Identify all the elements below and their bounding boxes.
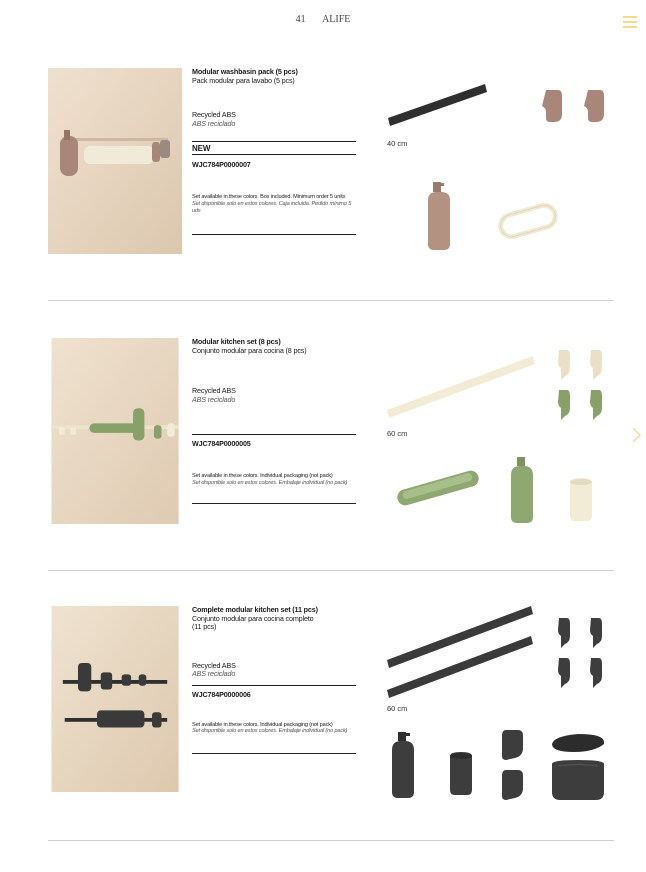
holder-image <box>500 728 530 804</box>
material-label-es: ABS reciclado <box>192 118 236 128</box>
rail-length: 60 cm <box>387 429 408 438</box>
rail-image <box>385 80 495 130</box>
hooks-image <box>553 614 613 694</box>
tray-image <box>392 462 484 512</box>
availability-note: Set available in these colors. Individual packaging (not pack) <box>192 721 333 728</box>
availability-note-es: Set disponible solo en estos colores. Embalaje individual (no pack) <box>192 728 348 735</box>
hooks-image <box>540 86 610 131</box>
rail-length: 60 cm <box>387 704 408 713</box>
material-label: Recycled ABS <box>192 660 236 670</box>
product-subtitle: Pack modular para lavabo (5 pcs) <box>192 75 295 85</box>
material-label-es: ABS reciclado <box>192 394 236 404</box>
rail-image <box>385 354 537 424</box>
page-number: 41 <box>295 14 306 25</box>
hooks-image <box>553 346 613 426</box>
cup-image <box>447 750 475 798</box>
product-title: Complete modular kitchen set (11 pcs) <box>192 605 318 614</box>
product-code: WJC784P0000007 <box>192 160 251 170</box>
hamburger-menu-icon[interactable] <box>623 16 637 29</box>
product-info <box>192 606 356 754</box>
container-image <box>548 734 608 804</box>
availability-note-es: Set disponible solo en estos colores. Caja incluida. Pedido mínimo 5 uds <box>192 200 352 214</box>
product-info <box>192 68 356 235</box>
product-photo-washbasin <box>48 68 182 254</box>
chevron-right-icon[interactable] <box>630 426 642 444</box>
section-divider <box>48 840 614 841</box>
soap-dispenser-image <box>425 180 459 252</box>
product-subtitle: Conjunto modular para cocina completo (11 pcs) <box>192 613 314 632</box>
tray-image <box>497 200 559 240</box>
cup-image <box>566 476 596 524</box>
material-label-es: ABS reciclado <box>192 669 236 679</box>
product-subtitle: Conjunto modular para cocina (8 pcs) <box>192 345 307 355</box>
material-label: Recycled ABS <box>192 386 236 396</box>
section-divider <box>48 570 614 571</box>
product-info <box>192 338 356 504</box>
product-code: WJC784P0000006 <box>192 689 251 699</box>
new-badge: NEW <box>192 144 211 154</box>
availability-note: Set available in these colors. Box included. Minimum order 5 units <box>192 193 346 200</box>
product-code: WJC784P0000005 <box>192 439 251 449</box>
product-photo-complete-kitchen <box>48 606 182 792</box>
availability-note-es: Set disponible solo en estos colores. Embalaje individual (no pack) <box>192 479 348 486</box>
brand-name: ALIFE <box>322 14 351 25</box>
availability-note: Set available in these colors. Individual packaging (not pack) <box>192 472 333 479</box>
material-label: Recycled ABS <box>192 110 236 120</box>
product-title: Modular washbasin pack (5 pcs) <box>192 67 298 76</box>
section-divider <box>48 300 614 301</box>
rails-image <box>385 604 537 704</box>
soap-dispenser-image <box>508 455 538 525</box>
product-photo-kitchen <box>48 338 182 524</box>
page-header <box>0 14 646 25</box>
soap-dispenser-image <box>390 730 418 800</box>
rail-length: 40 cm <box>387 139 408 148</box>
product-title: Modular kitchen set (8 pcs) <box>192 337 281 346</box>
